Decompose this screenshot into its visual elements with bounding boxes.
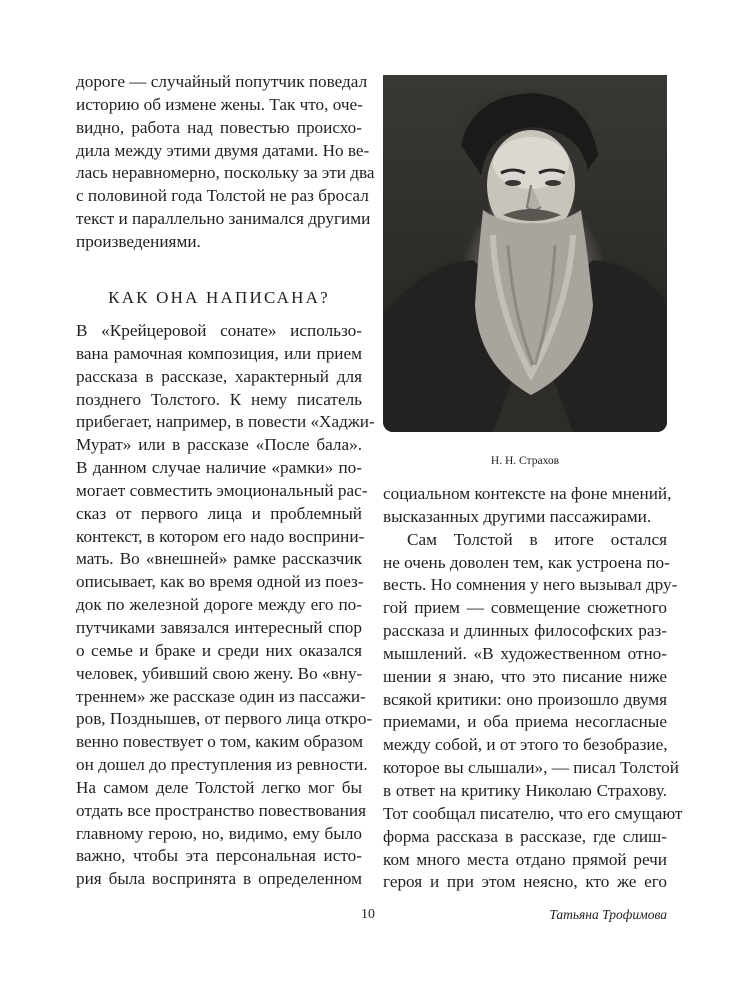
body-paragraph-right [383, 483, 683, 894]
text-line: героя и при этом неясно, кто же его [383, 872, 667, 892]
text-line: социальном контексте на фоне мнений, [383, 484, 672, 503]
text-line: рассказа в рассказе, характерный для [76, 366, 362, 386]
text-line: описывает, как во время одной из поез- [76, 572, 364, 592]
text-line: не очень доволен тем, как устроена по- [383, 552, 670, 572]
text-line: гой прием — совмещение сюжетного [383, 598, 667, 618]
text-line: произведениями. [76, 231, 201, 251]
text-line: весть. Но сомнения у него вызывал дру- [383, 575, 678, 595]
text-line: треннем» же рассказе один из пассажи- [76, 686, 366, 706]
text-line: док по железной дороге между его по- [76, 595, 362, 615]
body-paragraph-left [76, 320, 375, 891]
page-number: 10 [361, 907, 375, 922]
text-line: важно, чтобы эта персональная исто- [76, 846, 362, 866]
text-line: В «Крейцеровой сонате» использо- [76, 321, 362, 340]
text-line: о семье и браке и среди них оказался [76, 640, 362, 660]
text-line: ком много места отдано прямой речи [383, 849, 667, 869]
text-line: приемами, и оба приема несогласные [383, 712, 667, 732]
text-line: венно повествует о том, каким образом [76, 732, 364, 752]
text-line: видно, работа над повестью происхо- [76, 117, 362, 137]
text-line: Сам Толстой в итоге остался [407, 529, 667, 549]
text-line: ров, Позднышев, от первого лица откро- [76, 709, 373, 729]
text-line: между собой, и от этого то безобразие, [383, 735, 668, 755]
text-line: высказанных другими пассажирами. [383, 506, 652, 526]
text-line: путчиками завязался интересный спор [76, 617, 362, 637]
text-line: На самом деле Толстой легко мог бы [76, 777, 362, 797]
text-line: позднего Толстого. К нему писатель [76, 389, 362, 409]
portrait-illustration-icon [383, 75, 667, 432]
text-line: контекст, в котором его надо восприни- [76, 526, 365, 546]
text-line: текст и параллельно занимался другими [76, 209, 371, 229]
text-line: главному герою, но, видимо, ему было [76, 823, 362, 843]
text-line: рассказа и длинных философских раз- [383, 621, 667, 641]
text-line: человек, убивший свою жену. Во «вну- [76, 663, 363, 683]
text-line: Тот сообщал писателю, что его смущают [383, 803, 683, 823]
text-line: мышлений. «В художественном отно- [383, 643, 667, 663]
text-line: дороге — случайный попутчик поведал [76, 72, 368, 91]
text-line: рия была воспринята в определенном [76, 869, 362, 889]
text-line: шении я знаю, что это писание ниже [383, 666, 667, 686]
text-line: которое вы слышали», — писал Толстой [383, 758, 679, 778]
text-line: он дошел до преступления из ревности. [76, 755, 368, 775]
intro-paragraph [76, 71, 375, 254]
text-line: прибегает, например, в повести «Хаджи- [76, 412, 375, 432]
text-line: форма рассказа в рассказе, где слиш- [383, 826, 667, 846]
text-line: с половиной года Толстой не раз бросал [76, 186, 369, 206]
text-line: мать. Во «внешней» рамке рассказчик [76, 549, 362, 569]
text-line: дила между этими двумя датами. Но ве- [76, 140, 370, 160]
text-line: могает совместить эмоциональный рас- [76, 480, 368, 500]
figure-caption: Н. Н. Страхов [490, 455, 560, 467]
text-line: сказ от первого лица и проблемный [76, 503, 362, 523]
portrait-photo [383, 75, 667, 432]
text-line: вана рамочная композиция, или прием [76, 343, 362, 363]
text-line: В данном случае наличие «рамки» по- [76, 458, 362, 478]
section-heading: КАК ОНА НАПИСАНА? [108, 288, 330, 307]
text-line: Мурат» или в рассказе «После бала». [76, 435, 362, 455]
running-footer-author: Татьяна Трофимова [549, 907, 667, 922]
text-line: историю об измене жены. Так что, оче- [76, 94, 363, 114]
text-line: в ответ на критику Николаю Страхову. [383, 780, 667, 800]
text-line: лась неравномерно, поскольку за эти два [76, 163, 375, 183]
text-line: отдать все пространство повествования [76, 800, 367, 820]
text-line: всякой критики: оно произошло двумя [383, 689, 667, 709]
